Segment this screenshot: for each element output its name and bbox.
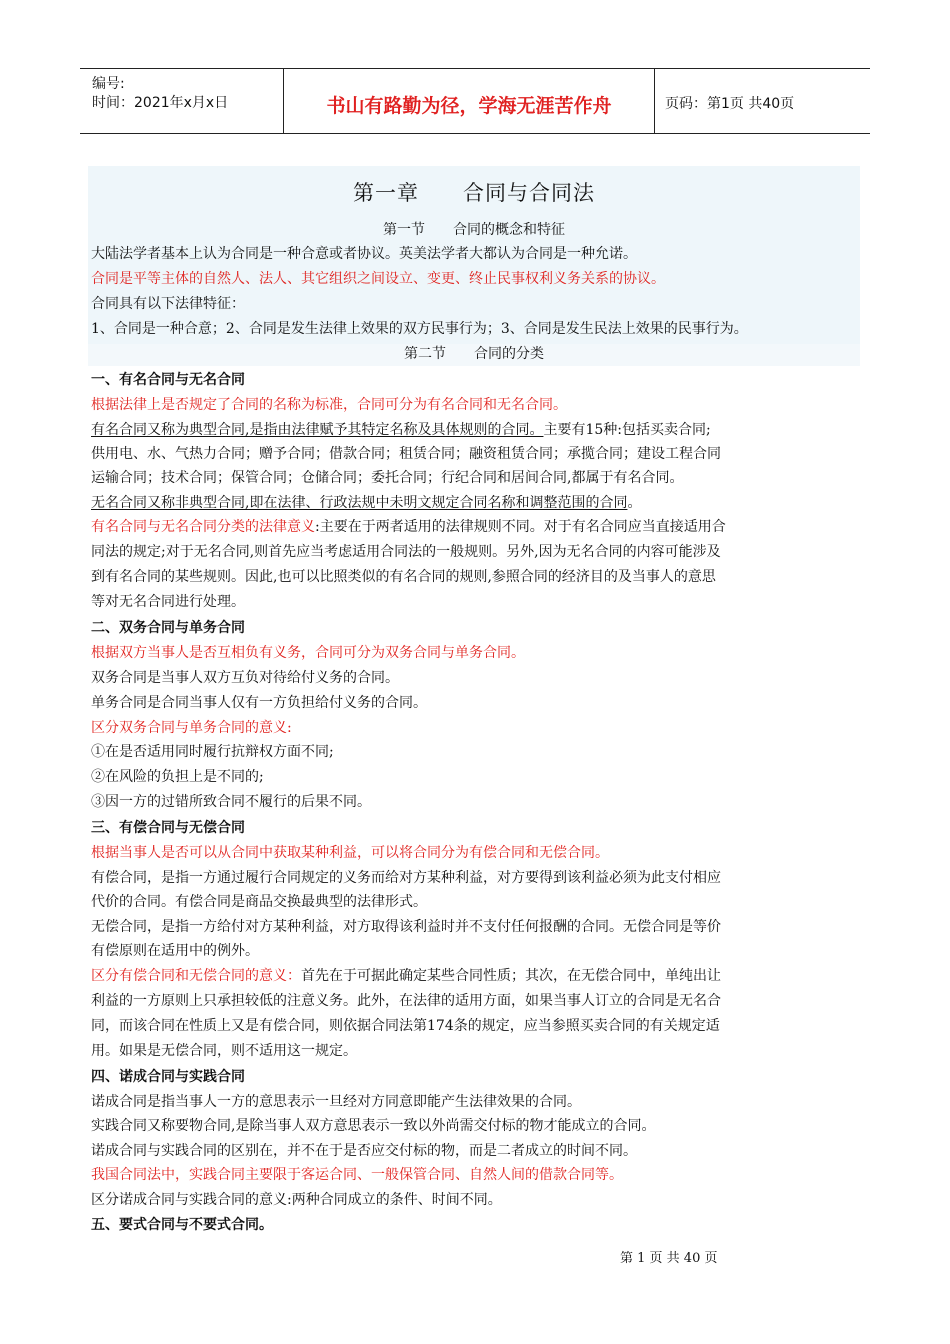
section1-paragraph: 合同具有以下法律特征： xyxy=(91,296,245,312)
part3-line: 用。如果是无偿合同，则不适用这一规定。 xyxy=(91,1043,357,1059)
part2-heading: 二、双务合同与单务合同 xyxy=(91,620,245,636)
part3-text: 首先在于可据此确定某些合同性质；其次，在无偿合同中，单纯出让 xyxy=(301,968,721,984)
part1-text: 主要有15种:包括买卖合同; xyxy=(543,422,711,438)
part2-line: 根据双方当事人是否互相负有义务，合同可分为双务合同与单务合同。 xyxy=(91,645,525,661)
header-left-cell xyxy=(80,69,283,133)
part1-line: 同法的规定;对于无名合同,则首先应当考虑适用合同法的一般规则。另外,因为无名合同的内容可能涉及 xyxy=(91,544,721,560)
part5-heading: 五、要式合同与不要式合同。 xyxy=(91,1217,273,1233)
part1-line: 运输合同；技术合同；保管合同；仓储合同；委托合同；行纪合同和居间合同,都属于有名合同。 xyxy=(91,470,684,486)
part1-line: 到有名合同的某些规则。因此,也可以比照类似的有名合同的规则,参照合同的经济目的及当事人的意思 xyxy=(91,569,716,585)
part4-heading: 四、诺成合同与实践合同 xyxy=(91,1069,245,1085)
part4-line: 实践合同又称要物合同,是除当事人双方意思表示一致以外尚需交付标的物才能成立的合同。 xyxy=(91,1118,656,1134)
chapter-title: 第一章 合同与合同法 xyxy=(353,181,595,205)
section2-title: 第二节 合同的分类 xyxy=(404,346,544,362)
page-header xyxy=(80,68,870,134)
part1-text: :主要在于两者适用的法律规则不同。对于有名合同应当直接适用合 xyxy=(315,519,726,535)
part1-line: 供用电、水、气热力合同；赠予合同；借款合同；租赁合同；融资租赁合同；承揽合同；建设工程合同 xyxy=(91,446,721,462)
part1-heading: 一、有名合同与无名合同 xyxy=(91,372,245,388)
section1-paragraph: 大陆法学者基本上认为合同是一种合意或者协议。英美法学者大都认为合同是一种允诺。 xyxy=(91,246,637,262)
part4-line: 区分诺成合同与实践合同的意义:两种合同成立的条件、时间不同。 xyxy=(91,1192,502,1208)
part4-line: 诺成合同与实践合同的区别在，并不在于是否应交付标的物，而是二者成立的时间不同。 xyxy=(91,1143,637,1159)
part3-red-text: 区分有偿合同和无偿合同的意义： xyxy=(91,968,301,984)
part1-line: 等对无名合同进行处理。 xyxy=(91,594,245,610)
section1-title: 第一节 合同的概念和特征 xyxy=(383,222,565,238)
part1-text: 。 xyxy=(627,495,642,511)
doc-number-label: 编号: xyxy=(92,76,125,92)
part3-line: 同，而该合同在性质上又是有偿合同，则依据合同法第174条的规定，应当参照买卖合同的有关规定适 xyxy=(91,1018,720,1034)
part2-line: ①在是否适用同时履行抗辩权方面不同; xyxy=(91,744,334,760)
page-footer: 第 1 页 共 40 页 xyxy=(620,1251,718,1266)
part2-line: 区分双务合同与单务合同的意义: xyxy=(91,720,292,736)
part1-line xyxy=(91,493,641,513)
header-motto: 书山有路勤为径，学海无涯苦作舟 xyxy=(283,69,655,133)
part4-line: 我国合同法中，实践合同主要限于客运合同、一般保管合同、自然人间的借款合同等。 xyxy=(91,1167,623,1183)
part3-line: 代价的合同。有偿合同是商品交换最典型的法律形式。 xyxy=(91,894,427,910)
section1-paragraph: 1、合同是一种合意；2、合同是发生法律上效果的双方民事行为；3、合同是发生民法上效果的民事行为。 xyxy=(91,321,748,337)
part3-line: 无偿合同，是指一方给付对方某种利益，对方取得该利益时并不支付任何报酬的合同。无偿合同是等价 xyxy=(91,919,721,935)
header-page-info: 页码：第1页 共40页 xyxy=(665,96,795,112)
part4-line: 诺成合同是指当事人一方的意思表示一旦经对方同意即能产生法律效果的合同。 xyxy=(91,1094,581,1110)
section1-definition: 合同是平等主体的自然人、法人、其它组织之间设立、变更、终止民事权利义务关系的协议。 xyxy=(91,271,665,287)
part3-line: 有偿原则在适用中的例外。 xyxy=(91,943,259,959)
part3-line xyxy=(91,966,721,986)
part1-line xyxy=(91,420,711,440)
part2-line: 双务合同是当事人双方互负对待给付义务的合同。 xyxy=(91,670,399,686)
part3-heading: 三、有偿合同与无偿合同 xyxy=(91,820,245,836)
part2-line: ②在风险的负担上是不同的; xyxy=(91,769,264,785)
part1-underlined-text: 有名合同又称为典型合同,是指由法律赋予其特定名称及具体规则的合同。 xyxy=(91,422,544,438)
part1-line xyxy=(91,517,726,537)
part3-line: 根据当事人是否可以从合同中获取某种利益，可以将合同分为有偿合同和无偿合同。 xyxy=(91,845,609,861)
part2-line: ③因一方的过错所致合同不履行的后果不同。 xyxy=(91,794,371,810)
part1-line: 根据法律上是否规定了合同的名称为标准，合同可分为有名合同和无名合同。 xyxy=(91,397,567,413)
part1-underlined-text: 无名合同又称非典型合同,即在法律、行政法规中未明文规定合同名称和调整范围的合同 xyxy=(91,495,628,511)
part1-red-text: 有名合同与无名合同分类的法律意义 xyxy=(91,519,315,535)
part3-line: 有偿合同，是指一方通过履行合同规定的义务而给对方某种利益，对方要得到该利益必须为此支付相应 xyxy=(91,870,721,886)
doc-date-label: 时间：2021年x月x日 xyxy=(92,95,229,111)
part3-line: 利益的一方原则上只承担较低的注意义务。此外，在法律的适用方面，如果当事人订立的合同是无名合 xyxy=(91,993,721,1009)
part2-line: 单务合同是合同当事人仅有一方负担给付义务的合同。 xyxy=(91,695,427,711)
